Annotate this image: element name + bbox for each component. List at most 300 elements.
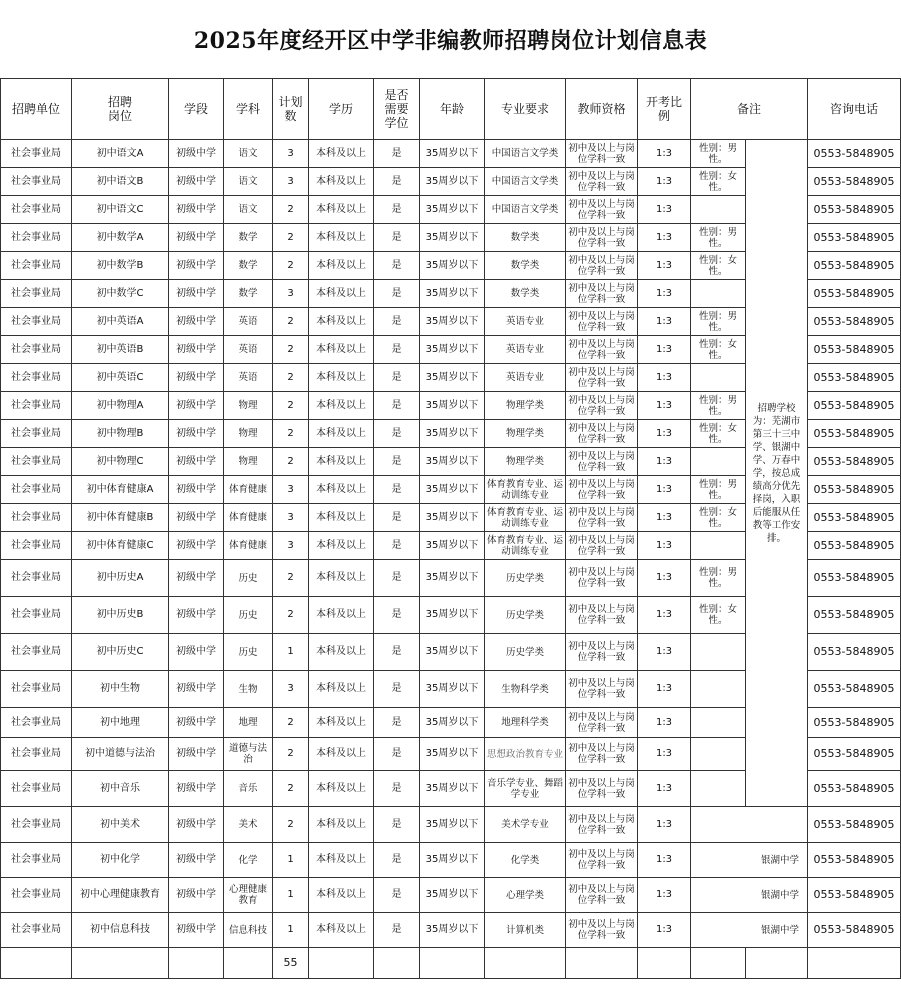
cell-age: 35周岁以下: [420, 843, 485, 878]
cell-unit: 社会事业局: [1, 308, 72, 336]
header-unit: 招聘单位: [1, 79, 72, 140]
total-row: [1, 948, 901, 979]
cell-note: 性别：男性。: [691, 308, 746, 336]
cell-note: [691, 771, 746, 807]
cell-stage: 初级中学: [169, 336, 224, 364]
cell-note: 银湖中学: [691, 913, 808, 948]
page-title: 2025年度经开区中学非编教师招聘岗位计划信息表: [193, 27, 708, 54]
cell-major: 中国语言文学类: [485, 168, 566, 196]
cell-qualification: 初中及以上与岗位学科一致: [566, 738, 638, 771]
cell-subject: 化学: [224, 843, 273, 878]
table-row: [1, 878, 901, 913]
cell-qualification: 初中及以上与岗位学科一致: [566, 597, 638, 634]
cell-major: 体育教育专业、运动训练专业: [485, 476, 566, 504]
cell-ratio: 1:3: [638, 476, 691, 504]
cell-education: 本科及以上: [309, 532, 374, 560]
empty-cell: [566, 948, 638, 979]
cell-stage: 初级中学: [169, 532, 224, 560]
cell-qualification: 初中及以上与岗位学科一致: [566, 392, 638, 420]
cell-unit: 社会事业局: [1, 252, 72, 280]
cell-education: 本科及以上: [309, 913, 374, 948]
cell-stage: 初级中学: [169, 252, 224, 280]
cell-major: 美术学专业: [485, 807, 566, 843]
cell-unit: 社会事业局: [1, 843, 72, 878]
cell-major: 化学类: [485, 843, 566, 878]
cell-age: 35周岁以下: [420, 771, 485, 807]
cell-unit: 社会事业局: [1, 420, 72, 448]
cell-education: 本科及以上: [309, 280, 374, 308]
cell-count: 3: [273, 476, 309, 504]
cell-note: [691, 196, 746, 224]
cell-education: 本科及以上: [309, 476, 374, 504]
cell-major: 计算机类: [485, 913, 566, 948]
cell-age: 35周岁以下: [420, 738, 485, 771]
cell-position: 初中体育健康A: [72, 476, 169, 504]
cell-phone: 0553-5848905: [808, 280, 901, 308]
cell-ratio: 1:3: [638, 738, 691, 771]
cell-phone: 0553-5848905: [808, 634, 901, 671]
cell-major: 体育教育专业、运动训练专业: [485, 532, 566, 560]
cell-count: 2: [273, 448, 309, 476]
cell-position: 初中数学C: [72, 280, 169, 308]
cell-education: 本科及以上: [309, 597, 374, 634]
cell-unit: 社会事业局: [1, 671, 72, 708]
cell-subject: 语文: [224, 168, 273, 196]
cell-education: 本科及以上: [309, 196, 374, 224]
cell-degree: 是: [374, 392, 420, 420]
cell-age: 35周岁以下: [420, 392, 485, 420]
cell-position: 初中化学: [72, 843, 169, 878]
cell-phone: 0553-5848905: [808, 308, 901, 336]
cell-degree: 是: [374, 140, 420, 168]
cell-age: 35周岁以下: [420, 420, 485, 448]
cell-age: 35周岁以下: [420, 336, 485, 364]
cell-stage: 初级中学: [169, 168, 224, 196]
cell-age: 35周岁以下: [420, 878, 485, 913]
cell-education: 本科及以上: [309, 671, 374, 708]
cell-degree: 是: [374, 708, 420, 738]
cell-major: 物理学类: [485, 448, 566, 476]
cell-unit: 社会事业局: [1, 532, 72, 560]
cell-phone: 0553-5848905: [808, 336, 901, 364]
cell-phone: 0553-5848905: [808, 878, 901, 913]
cell-degree: 是: [374, 597, 420, 634]
header-row: [1, 79, 901, 140]
header-degree: 是否 需要 学位: [374, 79, 420, 140]
cell-note: 性别：女性。: [691, 504, 746, 532]
cell-count: 1: [273, 634, 309, 671]
cell-unit: 社会事业局: [1, 364, 72, 392]
cell-qualification: 初中及以上与岗位学科一致: [566, 168, 638, 196]
cell-qualification: 初中及以上与岗位学科一致: [566, 807, 638, 843]
cell-subject: 语文: [224, 140, 273, 168]
cell-unit: 社会事业局: [1, 634, 72, 671]
cell-subject: 历史: [224, 634, 273, 671]
cell-stage: 初级中学: [169, 196, 224, 224]
cell-stage: 初级中学: [169, 671, 224, 708]
cell-education: 本科及以上: [309, 634, 374, 671]
cell-ratio: 1:3: [638, 843, 691, 878]
cell-ratio: 1:3: [638, 420, 691, 448]
cell-count: 2: [273, 364, 309, 392]
cell-qualification: 初中及以上与岗位学科一致: [566, 504, 638, 532]
cell-subject: 音乐: [224, 771, 273, 807]
cell-position: 初中物理B: [72, 420, 169, 448]
cell-age: 35周岁以下: [420, 364, 485, 392]
cell-subject: 英语: [224, 336, 273, 364]
empty-cell: [1, 948, 72, 979]
cell-phone: 0553-5848905: [808, 560, 901, 597]
cell-phone: 0553-5848905: [808, 504, 901, 532]
cell-count: 1: [273, 843, 309, 878]
cell-unit: 社会事业局: [1, 738, 72, 771]
header-note: 备注: [691, 79, 808, 140]
cell-ratio: 1:3: [638, 224, 691, 252]
cell-position: 初中历史B: [72, 597, 169, 634]
cell-subject: 体育健康: [224, 476, 273, 504]
cell-education: 本科及以上: [309, 878, 374, 913]
empty-cell: [224, 948, 273, 979]
cell-unit: 社会事业局: [1, 597, 72, 634]
cell-ratio: 1:3: [638, 336, 691, 364]
empty-cell: [420, 948, 485, 979]
empty-cell: [746, 948, 808, 979]
header-major: 专业要求: [485, 79, 566, 140]
cell-age: 35周岁以下: [420, 196, 485, 224]
cell-phone: 0553-5848905: [808, 532, 901, 560]
cell-phone: 0553-5848905: [808, 252, 901, 280]
cell-phone: 0553-5848905: [808, 671, 901, 708]
cell-qualification: 初中及以上与岗位学科一致: [566, 708, 638, 738]
cell-unit: 社会事业局: [1, 280, 72, 308]
cell-qualification: 初中及以上与岗位学科一致: [566, 448, 638, 476]
cell-stage: 初级中学: [169, 308, 224, 336]
cell-degree: 是: [374, 504, 420, 532]
header-subject: 学科: [224, 79, 273, 140]
empty-cell: [638, 948, 691, 979]
cell-degree: 是: [374, 168, 420, 196]
cell-position: 初中英语B: [72, 336, 169, 364]
cell-subject: 美术: [224, 807, 273, 843]
cell-degree: 是: [374, 771, 420, 807]
cell-qualification: 初中及以上与岗位学科一致: [566, 671, 638, 708]
cell-phone: 0553-5848905: [808, 448, 901, 476]
cell-phone: 0553-5848905: [808, 708, 901, 738]
cell-ratio: 1:3: [638, 504, 691, 532]
cell-degree: 是: [374, 280, 420, 308]
cell-count: 2: [273, 560, 309, 597]
cell-age: 35周岁以下: [420, 476, 485, 504]
cell-position: 初中物理C: [72, 448, 169, 476]
cell-education: 本科及以上: [309, 771, 374, 807]
cell-count: 2: [273, 196, 309, 224]
cell-qualification: 初中及以上与岗位学科一致: [566, 476, 638, 504]
cell-qualification: 初中及以上与岗位学科一致: [566, 634, 638, 671]
cell-subject: 英语: [224, 364, 273, 392]
cell-subject: 体育健康: [224, 532, 273, 560]
cell-phone: 0553-5848905: [808, 168, 901, 196]
cell-subject: 历史: [224, 597, 273, 634]
cell-major: 数学类: [485, 280, 566, 308]
cell-age: 35周岁以下: [420, 708, 485, 738]
cell-count: 1: [273, 878, 309, 913]
cell-age: 35周岁以下: [420, 560, 485, 597]
cell-degree: 是: [374, 336, 420, 364]
header-count: 计划 数: [273, 79, 309, 140]
cell-major: 英语专业: [485, 308, 566, 336]
cell-degree: 是: [374, 671, 420, 708]
cell-unit: 社会事业局: [1, 504, 72, 532]
cell-note: [691, 448, 746, 476]
cell-position: 初中物理A: [72, 392, 169, 420]
cell-major: 物理学类: [485, 392, 566, 420]
cell-degree: 是: [374, 448, 420, 476]
cell-qualification: 初中及以上与岗位学科一致: [566, 308, 638, 336]
cell-degree: 是: [374, 420, 420, 448]
cell-qualification: 初中及以上与岗位学科一致: [566, 280, 638, 308]
cell-position: 初中音乐: [72, 771, 169, 807]
cell-unit: 社会事业局: [1, 476, 72, 504]
cell-ratio: 1:3: [638, 913, 691, 948]
cell-stage: 初级中学: [169, 913, 224, 948]
cell-degree: 是: [374, 224, 420, 252]
cell-position: 初中数学B: [72, 252, 169, 280]
cell-ratio: 1:3: [638, 708, 691, 738]
cell-subject: 物理: [224, 392, 273, 420]
cell-age: 35周岁以下: [420, 140, 485, 168]
cell-major: 心理学类: [485, 878, 566, 913]
cell-education: 本科及以上: [309, 224, 374, 252]
cell-education: 本科及以上: [309, 504, 374, 532]
cell-ratio: 1:3: [638, 308, 691, 336]
cell-degree: 是: [374, 634, 420, 671]
cell-unit: 社会事业局: [1, 224, 72, 252]
cell-stage: 初级中学: [169, 807, 224, 843]
cell-unit: 社会事业局: [1, 140, 72, 168]
cell-subject: 历史: [224, 560, 273, 597]
cell-stage: 初级中学: [169, 224, 224, 252]
cell-position: 初中美术: [72, 807, 169, 843]
cell-note: 性别：女性。: [691, 168, 746, 196]
cell-age: 35周岁以下: [420, 280, 485, 308]
cell-note: [691, 738, 746, 771]
cell-position: 初中历史A: [72, 560, 169, 597]
cell-degree: 是: [374, 308, 420, 336]
cell-note: 性别：男性。: [691, 476, 746, 504]
cell-qualification: 初中及以上与岗位学科一致: [566, 843, 638, 878]
cell-count: 1: [273, 913, 309, 948]
cell-stage: 初级中学: [169, 560, 224, 597]
cell-note: 性别：男性。: [691, 392, 746, 420]
cell-subject: 体育健康: [224, 504, 273, 532]
cell-degree: 是: [374, 252, 420, 280]
cell-subject: 数学: [224, 224, 273, 252]
cell-stage: 初级中学: [169, 843, 224, 878]
cell-major: 物理学类: [485, 420, 566, 448]
cell-stage: 初级中学: [169, 738, 224, 771]
cell-count: 2: [273, 252, 309, 280]
cell-unit: 社会事业局: [1, 807, 72, 843]
cell-subject: 英语: [224, 308, 273, 336]
cell-major: 思想政治教育专业: [485, 738, 566, 771]
cell-count: 3: [273, 532, 309, 560]
cell-note: [691, 807, 808, 843]
cell-note: [691, 532, 746, 560]
cell-ratio: 1:3: [638, 634, 691, 671]
cell-major: 生物科学类: [485, 671, 566, 708]
cell-note: 银湖中学: [691, 878, 808, 913]
cell-phone: 0553-5848905: [808, 771, 901, 807]
cell-age: 35周岁以下: [420, 504, 485, 532]
cell-major: 英语专业: [485, 336, 566, 364]
cell-ratio: 1:3: [638, 364, 691, 392]
cell-unit: 社会事业局: [1, 168, 72, 196]
cell-major: 中国语言文学类: [485, 196, 566, 224]
cell-stage: 初级中学: [169, 448, 224, 476]
cell-degree: 是: [374, 532, 420, 560]
cell-subject: 物理: [224, 420, 273, 448]
cell-note: [691, 364, 746, 392]
cell-degree: 是: [374, 807, 420, 843]
cell-education: 本科及以上: [309, 738, 374, 771]
cell-phone: 0553-5848905: [808, 196, 901, 224]
cell-unit: 社会事业局: [1, 708, 72, 738]
cell-count: 2: [273, 308, 309, 336]
cell-note: [691, 280, 746, 308]
table-row: [1, 807, 901, 843]
cell-phone: 0553-5848905: [808, 420, 901, 448]
cell-note: 性别：女性。: [691, 252, 746, 280]
cell-position: 初中体育健康B: [72, 504, 169, 532]
cell-major: 音乐学专业、舞蹈学专业: [485, 771, 566, 807]
cell-education: 本科及以上: [309, 336, 374, 364]
cell-age: 35周岁以下: [420, 252, 485, 280]
cell-unit: 社会事业局: [1, 448, 72, 476]
cell-qualification: 初中及以上与岗位学科一致: [566, 364, 638, 392]
cell-stage: 初级中学: [169, 634, 224, 671]
cell-subject: 信息科技: [224, 913, 273, 948]
cell-education: 本科及以上: [309, 807, 374, 843]
cell-unit: 社会事业局: [1, 771, 72, 807]
cell-phone: 0553-5848905: [808, 597, 901, 634]
cell-stage: 初级中学: [169, 708, 224, 738]
cell-subject: 心理健康教育: [224, 878, 273, 913]
cell-stage: 初级中学: [169, 140, 224, 168]
cell-education: 本科及以上: [309, 420, 374, 448]
cell-count: 2: [273, 807, 309, 843]
cell-degree: 是: [374, 738, 420, 771]
header-qualification: 教师资格: [566, 79, 638, 140]
cell-ratio: 1:3: [638, 671, 691, 708]
cell-education: 本科及以上: [309, 708, 374, 738]
cell-count: 2: [273, 771, 309, 807]
header-phone: 咨询电话: [808, 79, 901, 140]
cell-note: 性别：男性。: [691, 560, 746, 597]
header-ratio: 开考比 例: [638, 79, 691, 140]
cell-note: [691, 708, 746, 738]
cell-qualification: 初中及以上与岗位学科一致: [566, 196, 638, 224]
cell-stage: 初级中学: [169, 392, 224, 420]
empty-cell: [808, 948, 901, 979]
cell-note: 性别：男性。: [691, 140, 746, 168]
cell-note: [691, 634, 746, 671]
cell-ratio: 1:3: [638, 560, 691, 597]
cell-phone: 0553-5848905: [808, 807, 901, 843]
cell-ratio: 1:3: [638, 448, 691, 476]
cell-qualification: 初中及以上与岗位学科一致: [566, 420, 638, 448]
cell-major: 历史学类: [485, 560, 566, 597]
cell-age: 35周岁以下: [420, 913, 485, 948]
cell-count: 2: [273, 420, 309, 448]
cell-ratio: 1:3: [638, 392, 691, 420]
cell-education: 本科及以上: [309, 168, 374, 196]
cell-position: 初中历史C: [72, 634, 169, 671]
cell-major: 数学类: [485, 224, 566, 252]
cell-count: 2: [273, 738, 309, 771]
cell-subject: 数学: [224, 280, 273, 308]
cell-age: 35周岁以下: [420, 168, 485, 196]
cell-position: 初中心理健康教育: [72, 878, 169, 913]
cell-age: 35周岁以下: [420, 532, 485, 560]
cell-stage: 初级中学: [169, 597, 224, 634]
cell-stage: 初级中学: [169, 504, 224, 532]
cell-ratio: 1:3: [638, 252, 691, 280]
cell-degree: 是: [374, 364, 420, 392]
cell-position: 初中生物: [72, 671, 169, 708]
cell-major: 地理科学类: [485, 708, 566, 738]
cell-ratio: 1:3: [638, 196, 691, 224]
cell-age: 35周岁以下: [420, 634, 485, 671]
cell-education: 本科及以上: [309, 448, 374, 476]
cell-unit: 社会事业局: [1, 560, 72, 597]
cell-age: 35周岁以下: [420, 671, 485, 708]
header-stage: 学段: [169, 79, 224, 140]
cell-count: 2: [273, 336, 309, 364]
cell-education: 本科及以上: [309, 392, 374, 420]
cell-count: 2: [273, 597, 309, 634]
cell-major: 数学类: [485, 252, 566, 280]
cell-ratio: 1:3: [638, 771, 691, 807]
cell-age: 35周岁以下: [420, 448, 485, 476]
cell-age: 35周岁以下: [420, 224, 485, 252]
cell-position: 初中英语A: [72, 308, 169, 336]
cell-count: 3: [273, 280, 309, 308]
total-count: 55: [273, 948, 309, 979]
cell-stage: 初级中学: [169, 476, 224, 504]
cell-age: 35周岁以下: [420, 807, 485, 843]
cell-position: 初中语文C: [72, 196, 169, 224]
cell-education: 本科及以上: [309, 843, 374, 878]
cell-phone: 0553-5848905: [808, 476, 901, 504]
cell-count: 3: [273, 168, 309, 196]
cell-subject: 地理: [224, 708, 273, 738]
cell-age: 35周岁以下: [420, 308, 485, 336]
empty-cell: [374, 948, 420, 979]
cell-count: 2: [273, 392, 309, 420]
empty-cell: [485, 948, 566, 979]
cell-ratio: 1:3: [638, 140, 691, 168]
cell-count: 3: [273, 504, 309, 532]
cell-position: 初中地理: [72, 708, 169, 738]
empty-cell: [691, 948, 746, 979]
empty-cell: [309, 948, 374, 979]
cell-ratio: 1:3: [638, 280, 691, 308]
cell-degree: 是: [374, 196, 420, 224]
cell-age: 35周岁以下: [420, 597, 485, 634]
cell-ratio: 1:3: [638, 807, 691, 843]
cell-degree: 是: [374, 560, 420, 597]
cell-subject: 生物: [224, 671, 273, 708]
